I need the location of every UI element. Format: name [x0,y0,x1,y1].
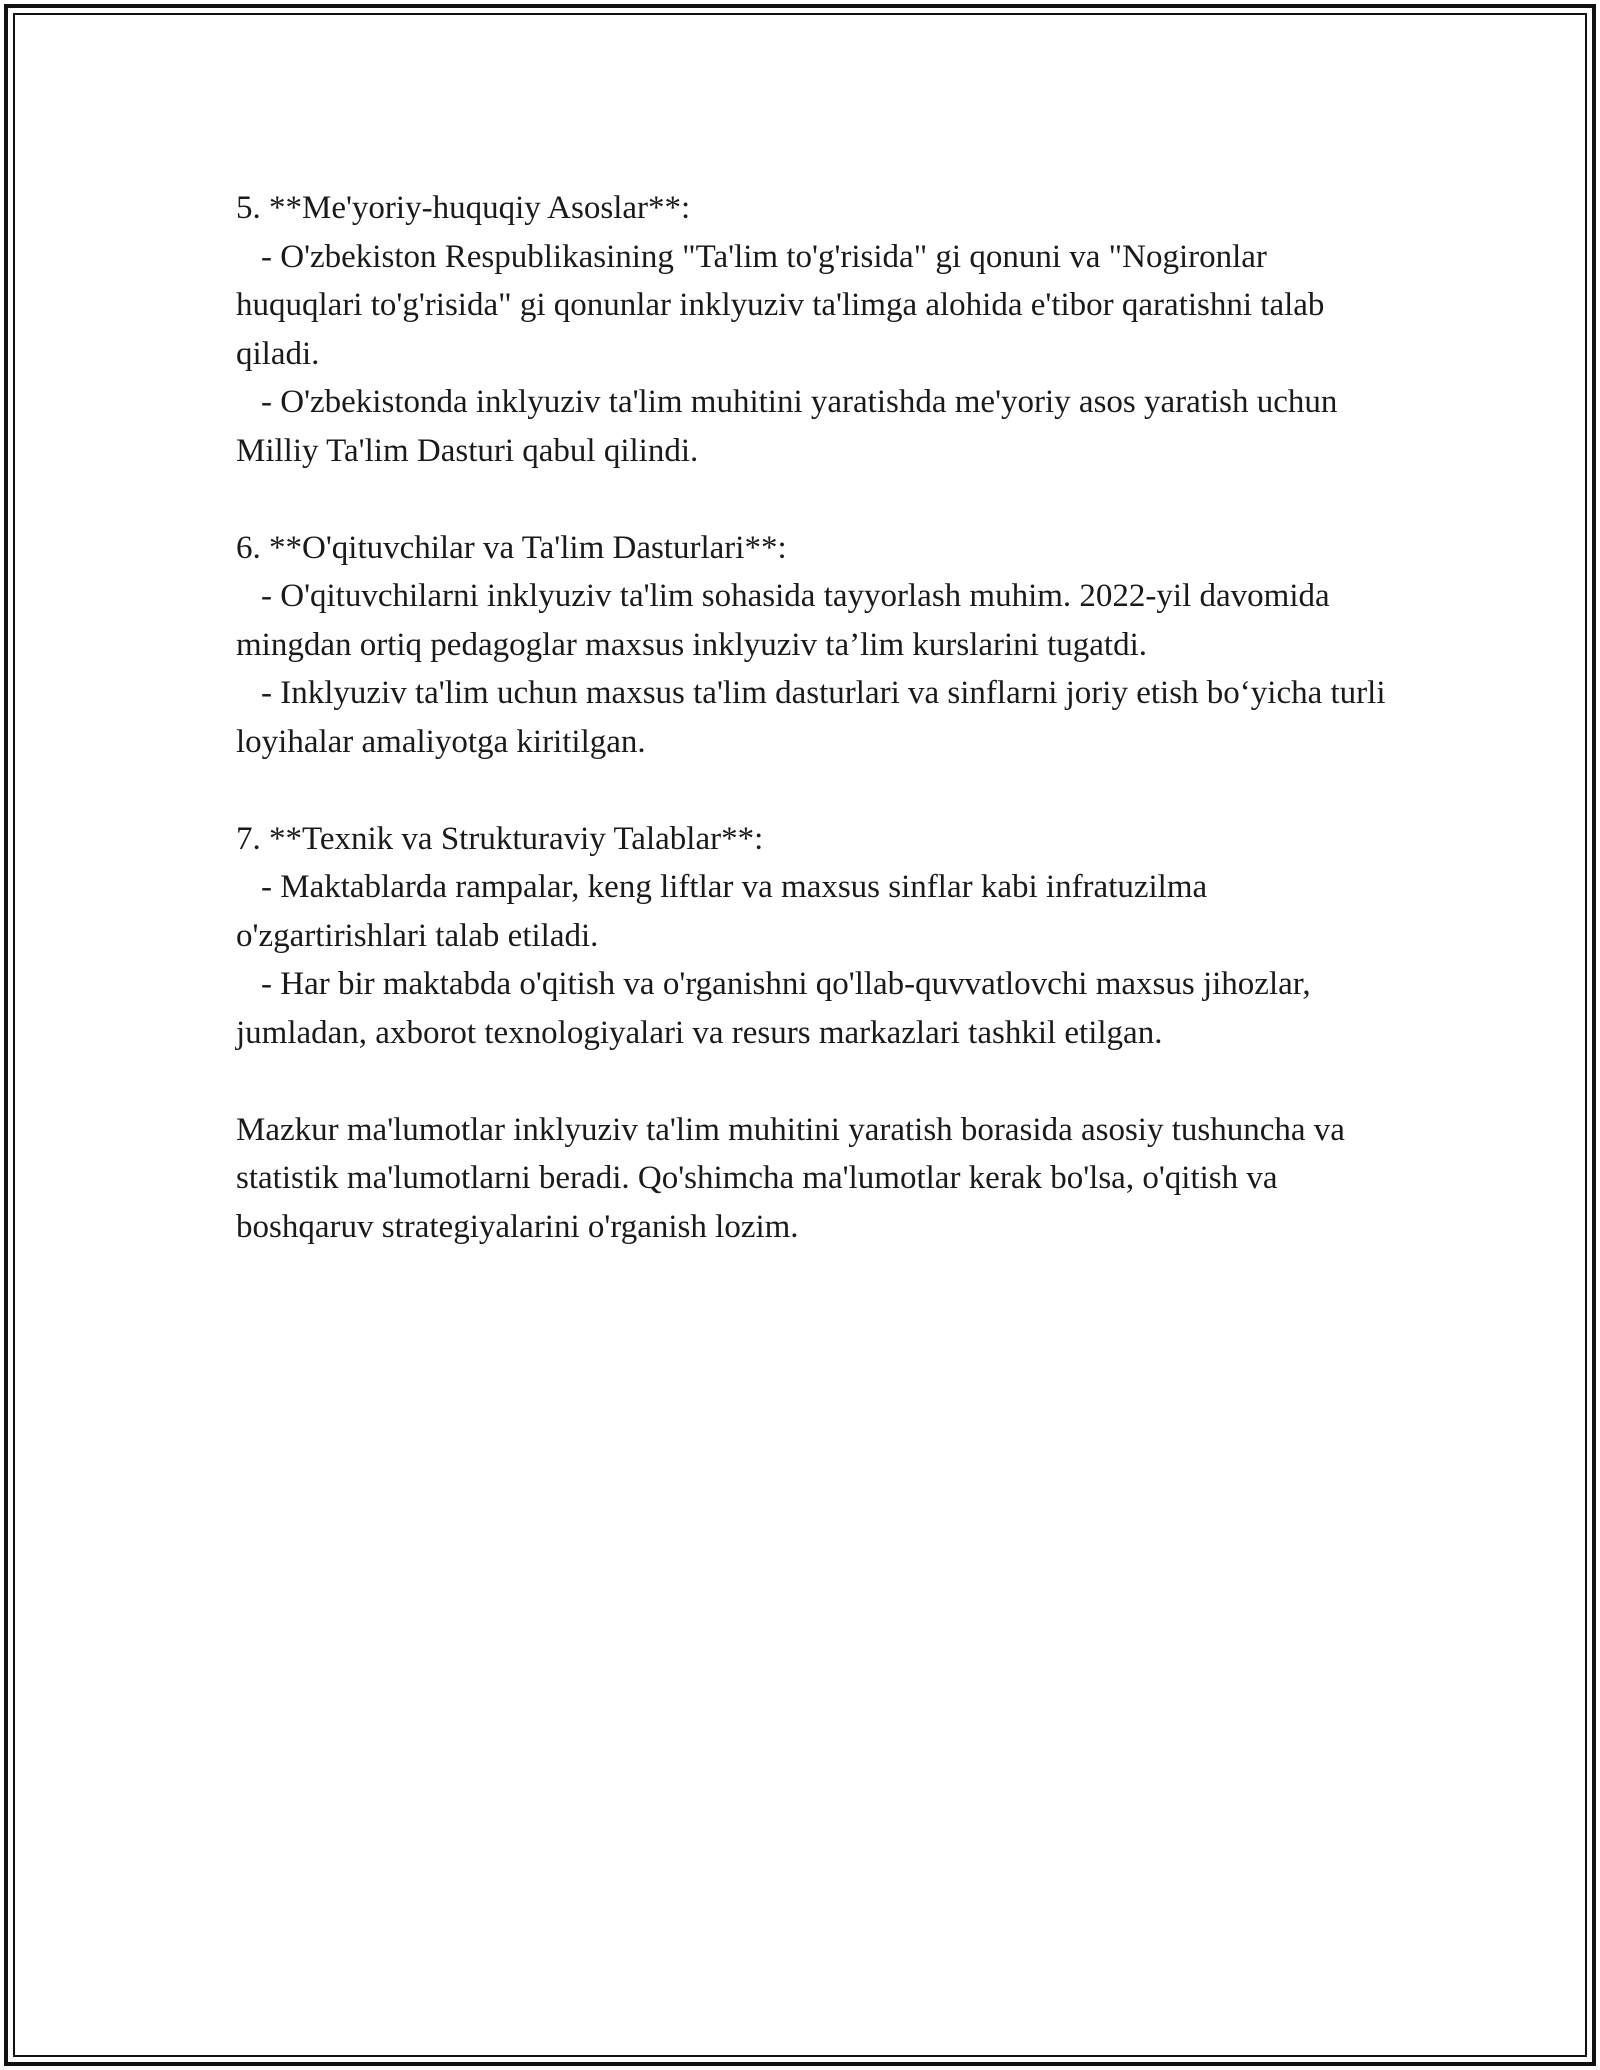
section-teachers-programs [236,524,1386,767]
section-normative-legal [236,184,1386,475]
bullet-item: - Maktablarda rampalar, keng liftlar va maxsus sinflar kabi infratuzilma o'zgartirishlari talab etiladi. [236,869,1208,954]
section-heading: 5. **Me'yoriy-huquqiy Asoslar**: [236,190,691,226]
section-technical-structural [236,815,1386,1058]
section-heading: 7. **Texnik va Strukturaviy Talablar**: [236,820,764,857]
bullet-item: - Inklyuziv ta'lim uchun maxsus ta'lim dasturlari va sinflarni joriy etish bo‘yicha turli loyihalar amaliyotga kiritilgan. [236,675,1386,760]
bullet-item: - O'qituvchilarni inklyuziv ta'lim sohasida tayyorlash muhim. 2022-yil davomida mingdan ortiq pedagoglar maxsus inklyuziv ta’lim kurslarini tugatdi. [236,578,1330,663]
closing-paragraph [236,1106,1386,1252]
bullet-item: - Har bir maktabda o'qitish va o'rganishni qo'llab-quvvatlovchi maxsus jihozlar, jumladan, axborot texnologiyalari va resurs markazlari tashkil etilgan. [236,966,1311,1051]
document-body [236,184,1386,1251]
bullet-item: - O'zbekistonda inklyuziv ta'lim muhitini yaratishda me'yoriy asos yaratish uchun Milliy Ta'lim Dasturi qabul qilindi. [236,384,1338,469]
closing-text: Mazkur ma'lumotlar inklyuziv ta'lim muhitini yaratish borasida asosiy tushuncha va statistik ma'lumotlarni beradi. Qo'shimcha ma'lumotlar kerak bo'lsa, o'qitish va boshqaruv strategiyalarini o'rganish lozim. [236,1111,1345,1245]
bullet-item: - O'zbekiston Respublikasining "Ta'lim to'g'risida" gi qonuni va "Nogironlar huquqlari to'g'risida" gi qonunlar inklyuziv ta'limga alohida e'tibor qaratishni talab qiladi. [236,238,1325,372]
section-heading: 6. **O'qituvchilar va Ta'lim Dasturlari**: [236,529,787,566]
